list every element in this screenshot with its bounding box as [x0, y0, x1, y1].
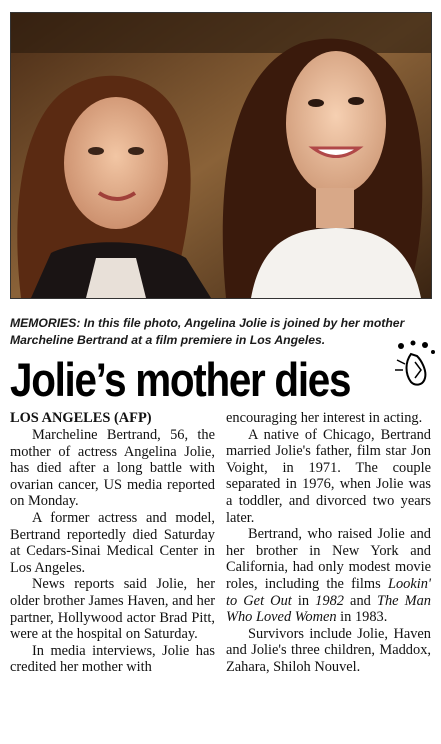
paragraph [226, 526, 431, 626]
paragraph-text: and [343, 592, 377, 609]
paragraph-continued: encouraging her interest in acting. [226, 410, 423, 426]
paragraph-text: in [291, 592, 316, 609]
paragraph-text: in 1983. [336, 609, 388, 626]
article-column-2 [226, 410, 431, 740]
paragraph: A former actress and model, Bertrand reportedly died Saturday at Cedars-Sinai Medical Center in Los Angeles. [10, 509, 215, 576]
film-title: The Man Who Loved Women [226, 592, 432, 626]
news-photo [10, 12, 432, 299]
paragraph: Marcheline Bertrand, 56, the mother of actress Angelina Jolie, has died after a long battle with ovarian cancer, US media reported on Monday. [10, 427, 215, 510]
caption-lead: MEMORIES: [10, 316, 81, 330]
paragraph: News reports said Jolie, her older brother James Haven, and her partner, Hollywood actor Brad Pitt, were at the hospital on Saturday. [10, 576, 215, 643]
article-column-1 [10, 410, 215, 740]
afp-logo-icon [393, 340, 437, 388]
film-title: Lookin' to Get Out [226, 575, 431, 609]
caption-text: In this file photo, Angelina Jolie is joined by her mother Marcheline Bertrand at a film premiere in Los Angeles. [10, 316, 405, 347]
film-year: 1982 [315, 592, 344, 609]
paragraph: In media interviews, Jolie has credited her mother with [10, 642, 215, 676]
article-body [10, 410, 431, 740]
photo-caption [10, 315, 430, 349]
paragraph-text: Bertrand, who raised Jolie and her brother in New York and California, had only modest movie roles, including the films [226, 526, 431, 592]
photo-illustration [11, 13, 431, 298]
headline: Jolie’s mother dies [10, 353, 351, 406]
paragraph: Survivors include Jolie, Haven and Jolie's three children, Maddox, Zahara, Shiloh Nouvel. [226, 625, 431, 675]
paragraph: A native of Chicago, Bertrand married Jolie's father, film star Jon Voight, in 1971. The couple separated in 1976, when Jolie was a toddler, and divorced two years later. [226, 426, 431, 526]
dateline: LOS ANGELES (AFP) [10, 410, 152, 426]
